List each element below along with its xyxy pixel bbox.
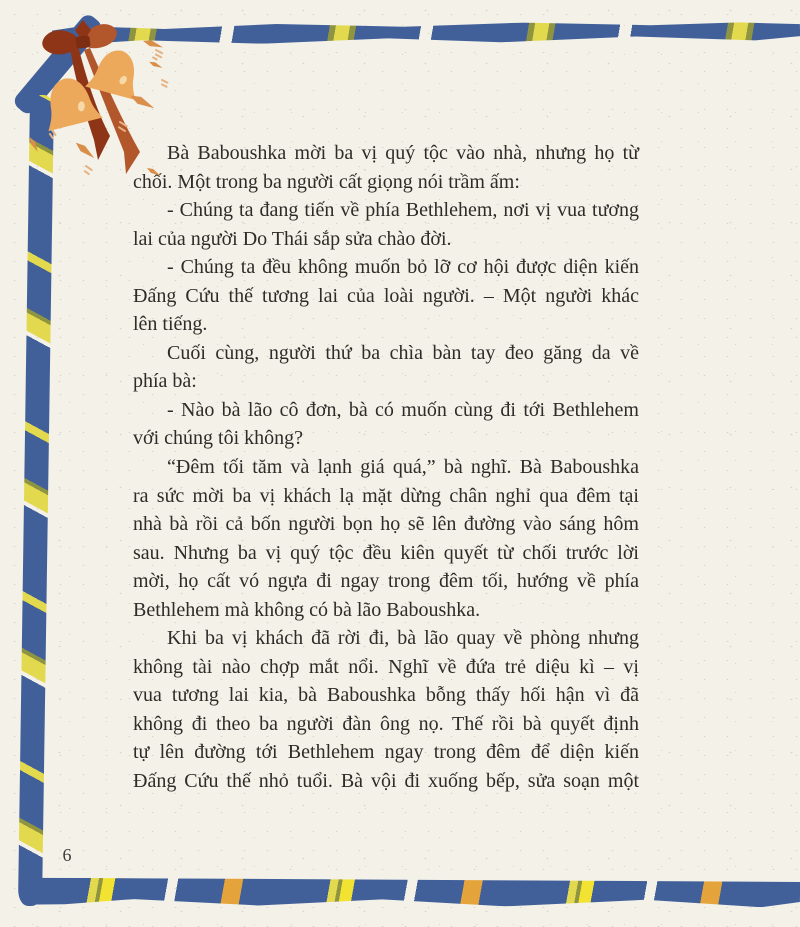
story-line: Bethlehem mà không có bà lão Baboushka.: [133, 598, 481, 621]
story-line: lai của người Do Thái sắp sửa chào đời.: [133, 227, 452, 250]
story-line: sau. Nhưng ba vị quý tộc đều kiên quyết từ chối trước lời: [133, 541, 639, 564]
story-line: - Chúng ta đều không muốn bỏ lỡ cơ hội được diện kiến: [167, 256, 639, 279]
story-line: Đấng Cứu thế nhỏ tuổi. Bà vội đi xuống bếp, sửa soạn một: [133, 770, 639, 793]
story-text: [133, 139, 639, 796]
story-line: Khi ba vị khách đã rời đi, bà lão quay về phòng nhưng: [167, 627, 639, 650]
story-line: - Nào bà lão cô đơn, bà có muốn cùng đi tới Bethlehem: [167, 398, 639, 421]
ribbon-bow-icon: [42, 20, 117, 54]
story-line: nhà bà rồi cả bốn người bọn họ sẽ lên đường vào sáng hôm: [133, 513, 639, 536]
story-line: phía bà:: [133, 370, 197, 393]
story-line: mời, họ cất vó ngựa đi ngay trong đêm tối, hướng về phía: [133, 570, 639, 593]
story-line: “Đêm tối tăm và lạnh giá quá,” bà nghĩ. Bà Baboushka: [167, 456, 639, 479]
page-number: 6: [62, 845, 72, 865]
story-line: không tài nào chợp mắt nổi. Nghĩ về đứa trẻ diệu kì – vị: [133, 655, 639, 678]
border-bottom-stripe: [26, 878, 800, 908]
story-line: Bà Baboushka mời ba vị quý tộc vào nhà, nhưng họ từ: [167, 142, 639, 164]
story-line: chối. Một trong ba người cất giọng nói trầm ấm:: [133, 170, 520, 193]
story-line: Đấng Cứu thế tương lai của loài người. – Một người khác: [133, 284, 639, 307]
story-line: không đi theo ba người đàn ông nọ. Thế rồi bà quyết định: [133, 712, 639, 735]
story-line: lên tiếng.: [133, 313, 208, 336]
border-left-stripe: [18, 95, 54, 906]
story-line: - Chúng ta đang tiến về phía Bethlehem, nơi vị vua tương: [167, 199, 639, 222]
story-line: ra sức mời ba vị khách lạ mặt dừng chân nghỉ qua đêm tại: [133, 484, 639, 507]
christmas-bells-icon: [28, 18, 208, 188]
story-line: tự lên đường tới Bethlehem ngay trong đêm để diện kiến: [133, 741, 639, 764]
story-line: vua tương lai kia, bà Baboushka bỗng thấy hối hận vì đã: [133, 684, 639, 707]
story-line: Cuối cùng, người thứ ba chìa bàn tay đeo găng da về: [167, 341, 639, 364]
story-line: với chúng tôi không?: [133, 427, 303, 450]
